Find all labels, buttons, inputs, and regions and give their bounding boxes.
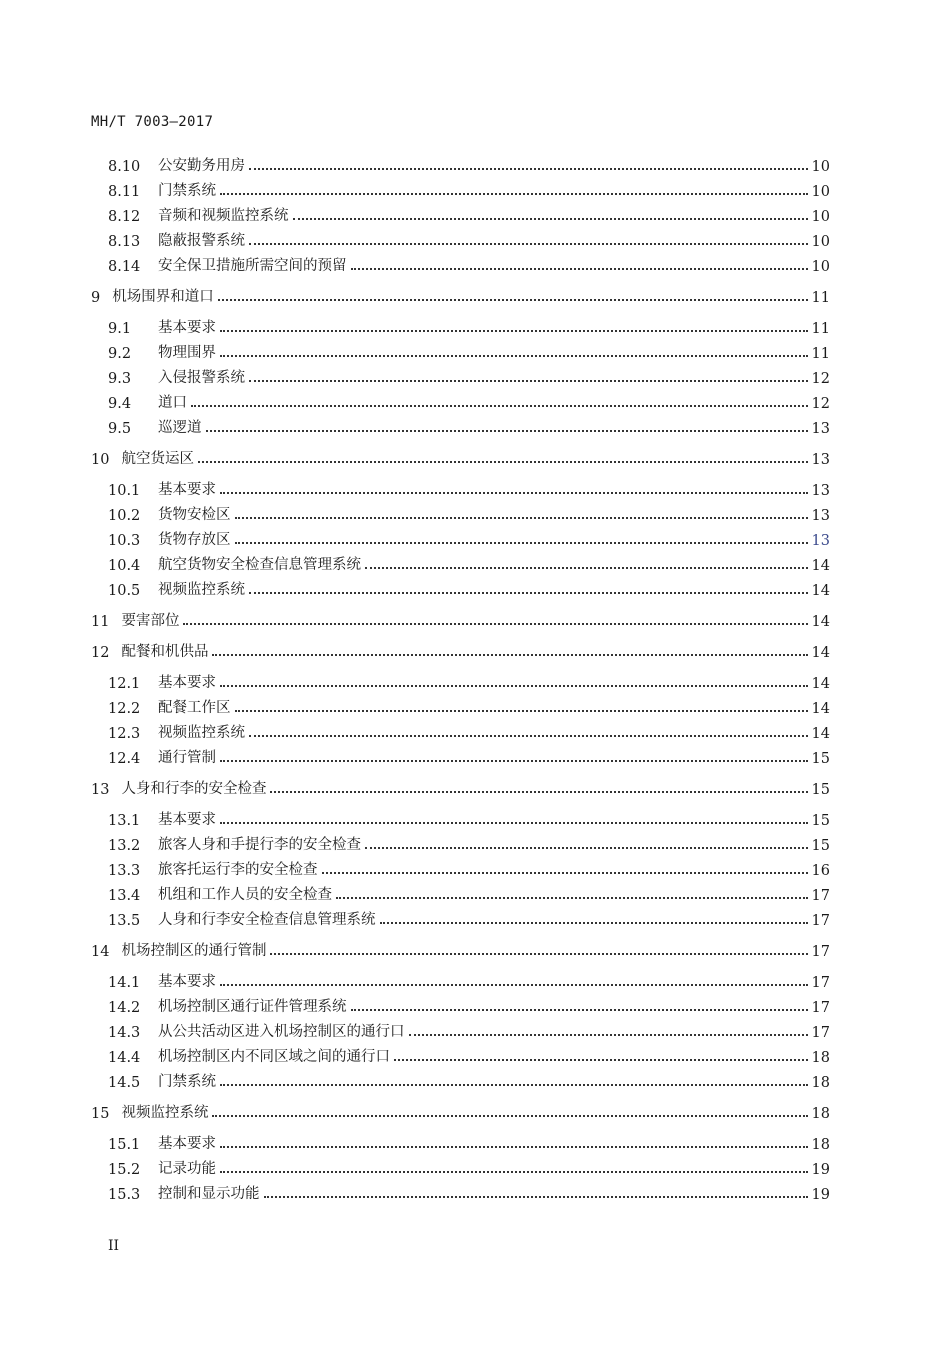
toc-entry-title: 门禁系统 [158,183,216,199]
toc-entry-number: 9.1 [108,321,132,337]
dot-leader [220,812,808,824]
toc-entry-title: 入侵报警系统 [158,370,245,386]
dot-leader [249,158,808,170]
toc-entry-title: 基本要求 [158,812,216,828]
toc-entry-page: 10 [811,209,830,225]
dot-leader [220,482,808,494]
dot-leader [249,725,808,737]
toc-entry-page: 15 [811,813,830,829]
toc-entry-title: 记录功能 [158,1161,216,1177]
toc-entry-title: 音频和视频监控系统 [158,208,289,224]
toc-entry-title: 从公共活动区进入机场控制区的通行口 [158,1024,405,1040]
toc-entry-title: 安全保卫措施所需空间的预留 [158,258,347,274]
toc-entry-page: 18 [811,1106,830,1122]
toc-entry[interactable] [108,340,830,362]
toc-entry-title: 机组和工作人员的安全检查 [158,887,332,903]
dot-leader [212,1105,807,1117]
toc-entry-number: 8.10 [108,159,141,175]
toc-entry-page: 13 [811,452,830,468]
toc-entry-title: 旅客托运行李的安全检查 [158,862,318,878]
toc-entry-page: 12 [811,371,830,387]
toc-entry-number: 10.3 [108,533,141,549]
toc-entry[interactable] [108,527,830,549]
toc-entry-title: 人身和行李的安全检查 [121,781,267,797]
toc-entry-number: 13.1 [108,813,141,829]
dot-leader [270,781,807,793]
toc-entry-page: 17 [811,888,830,904]
toc-entry[interactable] [108,228,830,250]
toc-entry-number: 13.4 [108,888,141,904]
toc-entry-number: 13.5 [108,913,141,929]
toc-entry-title: 配餐和机供品 [121,644,209,660]
document-code: MH/T 7003—2017 [91,114,214,130]
dot-leader [198,451,808,463]
toc-entry-number: 10 [91,452,110,468]
toc-entry-page: 13 [811,483,830,499]
toc-entry-title: 航空货运区 [121,451,194,467]
dot-leader [264,1186,808,1198]
toc-entry[interactable] [108,552,830,574]
toc-entry-page: 18 [811,1075,830,1091]
dot-leader [235,507,808,519]
toc-entry-page: 14 [811,614,830,630]
toc-entry[interactable] [108,415,830,437]
toc-entry[interactable] [108,1069,830,1091]
toc-entry-title: 道口 [158,395,187,411]
toc-entry-page: 13 [811,421,830,437]
toc-entry-number: 12.3 [108,726,141,742]
dot-leader [220,974,808,986]
toc-entry[interactable] [108,315,830,337]
toc-entry-page: 11 [811,346,830,362]
toc-entry-page: 15 [811,751,830,767]
toc-entry-page: 14 [811,701,830,717]
toc-entry-number: 10.5 [108,583,141,599]
toc-entry[interactable] [91,608,830,630]
toc-entry-title: 基本要求 [158,320,216,336]
toc-entry-number: 12.4 [108,751,141,767]
dot-leader [220,1074,808,1086]
toc-entry[interactable] [91,639,830,661]
dot-leader [220,1136,808,1148]
dot-leader [206,420,808,432]
toc-entry-page: 17 [811,913,830,929]
toc-entry-number: 14.5 [108,1075,141,1091]
toc-entry-page: 17 [811,944,830,960]
toc-entry-page: 19 [811,1187,830,1203]
toc-entry-number: 15.2 [108,1162,141,1178]
toc-entry-page: 13 [811,508,830,524]
toc-entry[interactable] [91,938,830,960]
toc-entry[interactable] [108,994,830,1016]
toc-entry-title: 基本要求 [158,482,216,498]
toc-entry[interactable] [91,446,830,468]
toc-entry[interactable] [108,1044,830,1066]
toc-entry-number: 11 [91,614,110,630]
dot-leader [191,395,808,407]
toc-entry-number: 8.11 [108,184,141,200]
toc-entry-number: 12.1 [108,676,141,692]
toc-entry[interactable] [108,178,830,200]
toc-entry-number: 9 [91,290,101,306]
toc-entry-number: 10.2 [108,508,141,524]
toc-entry[interactable] [108,745,830,767]
toc-entry[interactable] [91,776,830,798]
toc-entry-title: 基本要求 [158,974,216,990]
toc-entry-page: 14 [811,726,830,742]
toc-entry-number: 9.4 [108,396,132,412]
toc-entry-page: 15 [811,838,830,854]
toc-entry-title: 货物存放区 [158,532,231,548]
toc-entry[interactable] [108,253,830,275]
toc-entry[interactable] [108,832,830,854]
toc-entry-title: 货物安检区 [158,507,231,523]
toc-entry[interactable] [108,477,830,499]
dot-leader [409,1024,808,1036]
toc-entry[interactable] [91,284,830,306]
dot-leader [351,999,808,1011]
toc-entry-title: 视频监控系统 [121,1105,209,1121]
toc-entry-number: 14.4 [108,1050,141,1066]
toc-entry-title: 基本要求 [158,1136,216,1152]
toc-entry[interactable] [108,807,830,829]
toc-entry-title: 航空货物安全检查信息管理系统 [158,557,361,573]
dot-leader [380,912,808,924]
dot-leader [365,837,808,849]
toc-entry[interactable] [108,153,830,175]
toc-entry-page: 18 [811,1137,830,1153]
toc-entry-title: 要害部位 [121,613,180,629]
toc-entry-title: 物理围界 [158,345,216,361]
toc-entry-title: 视频监控系统 [158,725,245,741]
dot-leader [220,750,808,762]
toc-entry[interactable] [108,577,830,599]
toc-entry-number: 13.3 [108,863,141,879]
toc-entry-page: 10 [811,259,830,275]
toc-entry-number: 15.3 [108,1187,141,1203]
dot-leader [336,887,808,899]
dot-leader [322,862,808,874]
dot-leader [235,532,808,544]
toc-entry-title: 配餐工作区 [158,700,231,716]
toc-entry-number: 14 [91,944,110,960]
toc-entry-number: 14.3 [108,1025,141,1041]
toc-entry-title: 机场控制区的通行管制 [121,943,267,959]
dot-leader [220,345,808,357]
toc-entry[interactable] [108,969,830,991]
toc-entry-page: 14 [811,558,830,574]
toc-entry-page: 17 [811,1025,830,1041]
dot-leader [249,582,808,594]
dot-leader [220,183,808,195]
toc-entry-page: 11 [811,321,830,337]
toc-entry-title: 巡逻道 [158,420,202,436]
dot-leader [212,644,807,656]
toc-entry-title: 机场控制区通行证件管理系统 [158,999,347,1015]
dot-leader [293,208,808,220]
dot-leader [394,1049,808,1061]
toc-entry[interactable] [108,670,830,692]
toc-entry-page: 10 [811,234,830,250]
toc-entry-number: 14.2 [108,1000,141,1016]
toc-entry-title: 基本要求 [158,675,216,691]
toc-entry-page: 14 [811,583,830,599]
dot-leader [220,675,808,687]
toc-entry[interactable] [108,203,830,225]
dot-leader [270,943,807,955]
toc-entry-page: 14 [811,645,830,661]
toc-entry-title: 隐蔽报警系统 [158,233,245,249]
toc-entry[interactable] [108,1181,830,1203]
toc-entry-page: 10 [811,184,830,200]
toc-entry-number: 13.2 [108,838,141,854]
dot-leader [183,613,807,625]
toc-entry-page: 14 [811,676,830,692]
toc-entry[interactable] [108,695,830,717]
dot-leader [249,233,808,245]
toc-entry-page: 15 [811,782,830,798]
toc-entry[interactable] [108,1019,830,1041]
toc-entry-page: 12 [811,396,830,412]
toc-entry-page: 17 [811,1000,830,1016]
dot-leader [249,370,808,382]
toc-entry[interactable] [108,365,830,387]
toc-entry-page: 19 [811,1162,830,1178]
toc-entry-page: 16 [811,863,830,879]
toc-entry-page: 18 [811,1050,830,1066]
page-number: II [108,1238,120,1254]
toc-entry-number: 9.5 [108,421,132,437]
toc-entry[interactable] [108,720,830,742]
toc-entry-title: 控制和显示功能 [158,1186,260,1202]
toc-entry-number: 10.1 [108,483,141,499]
toc-entry-page: 17 [811,975,830,991]
dot-leader [351,258,808,270]
toc-entry-title: 旅客人身和手提行李的安全检查 [158,837,361,853]
dot-leader [220,1161,808,1173]
dot-leader [218,289,808,301]
toc-entry-title: 公安勤务用房 [158,158,245,174]
toc-entry-number: 9.3 [108,371,132,387]
toc-entry-title: 机场控制区内不同区域之间的通行口 [158,1049,390,1065]
toc-entry[interactable] [108,907,830,929]
toc-entry-number: 14.1 [108,975,141,991]
toc-entry-title: 视频监控系统 [158,582,245,598]
toc-entry-title: 机场围界和道口 [112,289,214,305]
toc-entry[interactable] [108,1156,830,1178]
toc-entry-title: 通行管制 [158,750,216,766]
toc-entry-number: 9.2 [108,346,132,362]
dot-leader [235,700,808,712]
toc-entry-title: 人身和行李安全检查信息管理系统 [158,912,376,928]
toc-entry-number: 10.4 [108,558,141,574]
toc-entry-page: 10 [811,159,830,175]
toc-entry-page: 11 [811,290,830,306]
toc-entry-number: 8.13 [108,234,141,250]
toc-entry-number: 8.12 [108,209,141,225]
toc-entry-page: 13 [811,533,830,549]
toc-entry[interactable] [91,1100,830,1122]
toc-entry-number: 13 [91,782,110,798]
toc-entry-number: 15 [91,1106,110,1122]
toc-entry-number: 12.2 [108,701,141,717]
dot-leader [220,320,808,332]
toc-entry[interactable] [108,390,830,412]
toc-entry-title: 门禁系统 [158,1074,216,1090]
toc-entry[interactable] [108,857,830,879]
dot-leader [365,557,808,569]
toc-entry[interactable] [108,1131,830,1153]
toc-entry-number: 8.14 [108,259,141,275]
toc-entry[interactable] [108,502,830,524]
toc-entry[interactable] [108,882,830,904]
toc-entry-number: 15.1 [108,1137,141,1153]
toc-entry-number: 12 [91,645,110,661]
